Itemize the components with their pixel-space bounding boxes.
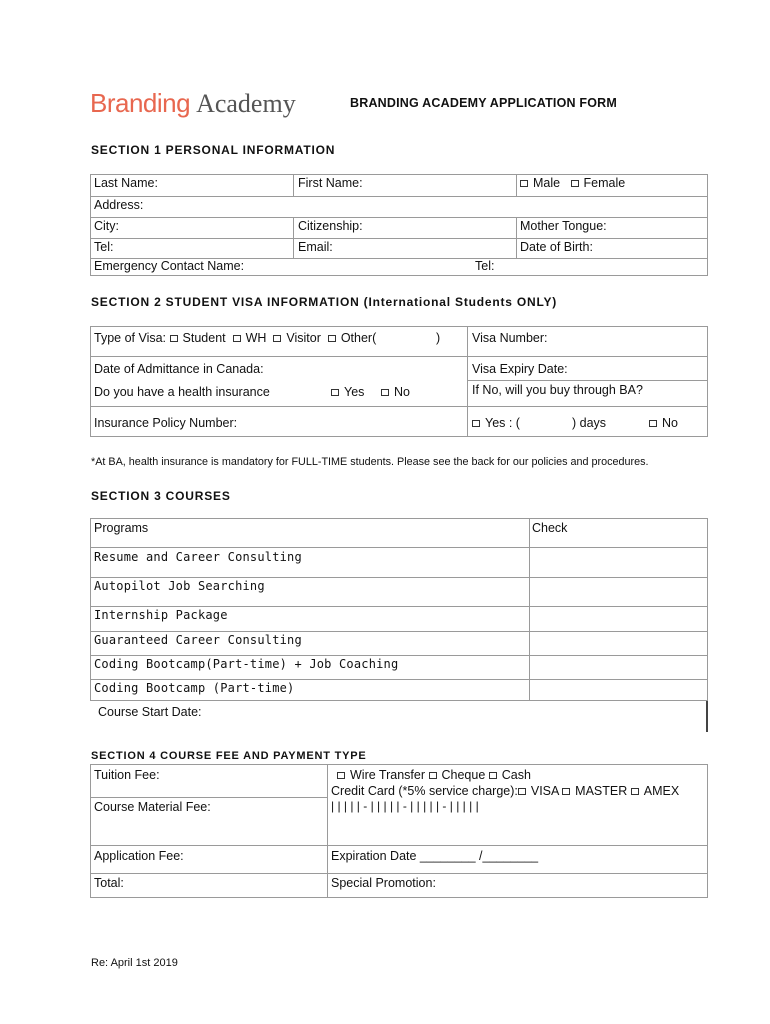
male-label: Male [533,176,561,190]
city-field[interactable]: City: [94,219,119,233]
tel-field[interactable]: Tel: [94,240,114,254]
amex-label: AMEX [643,784,680,798]
citizenship-field[interactable]: Citizenship: [298,219,363,233]
visa-expiry-field[interactable]: Visa Expiry Date: [472,362,568,376]
revision-date: Re: April 1st 2019 [91,957,178,969]
emergency-tel-field[interactable]: Tel: [475,259,495,273]
visa-checkbox[interactable] [518,788,526,795]
check-cell-coding-coaching[interactable] [531,656,707,678]
divider [90,196,708,197]
cash-checkbox[interactable] [489,772,497,779]
credit-card-label: Credit Card (*5% service charge): [331,784,518,798]
health-insurance-question: Do you have a health insurance [94,385,270,399]
last-name-field[interactable]: Last Name: [94,176,158,190]
first-name-field[interactable]: First Name: [298,176,363,190]
visa-number-field[interactable]: Visa Number: [472,331,548,345]
student-label: Student [182,331,226,345]
divider [90,238,708,239]
form-title: BRANDING ACADEMY APPLICATION FORM [350,96,618,110]
wh-checkbox[interactable] [233,335,241,342]
divider [293,174,294,196]
divider [529,518,530,701]
program-internship-package: Internship Package [94,608,228,622]
buy-yes-option [472,416,520,430]
program-coding-bootcamp-part-time: Coding Bootcamp (Part-time) [94,681,295,695]
course-start-date-field[interactable]: Course Start Date: [98,705,202,719]
address-field[interactable]: Address: [94,198,144,212]
program-resume-consulting: Resume and Career Consulting [94,550,302,564]
expiration-date-field[interactable]: Expiration Date ________ /________ [331,849,539,863]
visa-label: VISA [530,784,559,798]
check-cell-coding-part-time[interactable] [531,680,707,700]
program-guaranteed-career-consulting: Guaranteed Career Consulting [94,633,302,647]
buy-no-checkbox[interactable] [649,420,657,427]
divider [516,217,517,258]
check-column-header: Check [532,521,568,535]
health-yes-label: Yes [344,385,365,399]
type-of-visa-label: Type of Visa: [94,331,167,345]
credit-card-row [331,784,679,798]
divider [90,845,708,846]
male-checkbox[interactable] [520,180,528,187]
divider [706,701,708,732]
health-no-option [381,385,410,399]
type-of-visa-row [94,331,376,345]
visitor-checkbox[interactable] [273,335,281,342]
divider [467,380,708,381]
divider [467,326,468,437]
payment-method-options [337,768,531,782]
cheque-checkbox[interactable] [429,772,437,779]
emergency-contact-field[interactable]: Emergency Contact Name: [94,259,245,273]
divider [327,764,328,898]
cheque-label: Cheque [441,768,486,782]
divider [293,217,294,258]
divider [90,406,708,407]
section2-heading: SECTION 2 STUDENT VISA INFORMATION (International Students ONLY) [91,295,558,309]
other-label: Other( [340,331,377,345]
days-label: ) days [572,416,607,430]
health-no-checkbox[interactable] [381,389,389,396]
female-checkbox[interactable] [571,180,579,187]
buy-no-label: No [662,416,678,430]
insurance-note: *At BA, health insurance is mandatory for FULL-TIME students. Please see the back for our policies and procedures. [91,456,649,468]
logo-word: Academy [196,89,296,118]
health-no-label: No [394,385,410,399]
admittance-date-field[interactable]: Date of Admittance in Canada: [94,362,264,376]
check-cell-resume[interactable] [531,548,707,576]
check-cell-internship[interactable] [531,607,707,630]
health-yes-option [331,385,364,399]
divider [90,217,708,218]
divider [516,174,517,196]
total-field[interactable]: Total: [94,876,124,890]
female-label: Female [583,176,626,190]
wire-transfer-label: Wire Transfer [350,768,426,782]
logo-brand: Branding [90,88,191,118]
master-checkbox[interactable] [562,788,570,795]
branding-academy-logo [90,88,296,119]
tuition-fee-field[interactable]: Tuition Fee: [94,768,160,782]
special-promotion-field[interactable]: Special Promotion: [331,876,436,890]
health-yes-checkbox[interactable] [331,389,339,396]
visitor-label: Visitor [286,331,321,345]
other-checkbox[interactable] [328,335,336,342]
insurance-policy-field[interactable]: Insurance Policy Number: [94,416,238,430]
buy-no-option [649,416,678,430]
buy-through-ba-question: If No, will you buy through BA? [472,383,643,397]
cash-label: Cash [501,768,531,782]
student-checkbox[interactable] [170,335,178,342]
wh-label: WH [245,331,267,345]
master-label: MASTER [575,784,628,798]
program-coding-bootcamp-job-coaching: Coding Bootcamp(Part-time) + Job Coaching [94,657,399,671]
other-close-paren: ) [436,331,441,345]
program-autopilot-job-searching: Autopilot Job Searching [94,579,265,593]
check-cell-guaranteed[interactable] [531,632,707,654]
divider [90,797,327,798]
wire-transfer-checkbox[interactable] [337,772,345,779]
mother-tongue-field[interactable]: Mother Tongue: [520,219,607,233]
section3-heading: SECTION 3 COURSES [91,489,231,503]
email-field[interactable]: Email: [298,240,333,254]
course-material-fee-field[interactable]: Course Material Fee: [94,800,211,814]
programs-column-header: Programs [94,521,149,535]
section1-heading: SECTION 1 PERSONAL INFORMATION [91,143,336,157]
divider [90,356,708,357]
buy-yes-label: Yes : ( [485,416,520,430]
check-cell-autopilot[interactable] [531,578,707,605]
buy-yes-checkbox[interactable] [472,420,480,427]
section4-heading: SECTION 4 COURSE FEE AND PAYMENT TYPE [91,750,367,762]
amex-checkbox[interactable] [631,788,639,795]
date-of-birth-field[interactable]: Date of Birth: [520,240,593,254]
gender-options [520,176,625,190]
application-fee-field[interactable]: Application Fee: [94,849,184,863]
divider [90,873,708,874]
card-number-boxes[interactable]: | | | | | - | | | | | - | | | | | - | | | | | [331,799,479,813]
